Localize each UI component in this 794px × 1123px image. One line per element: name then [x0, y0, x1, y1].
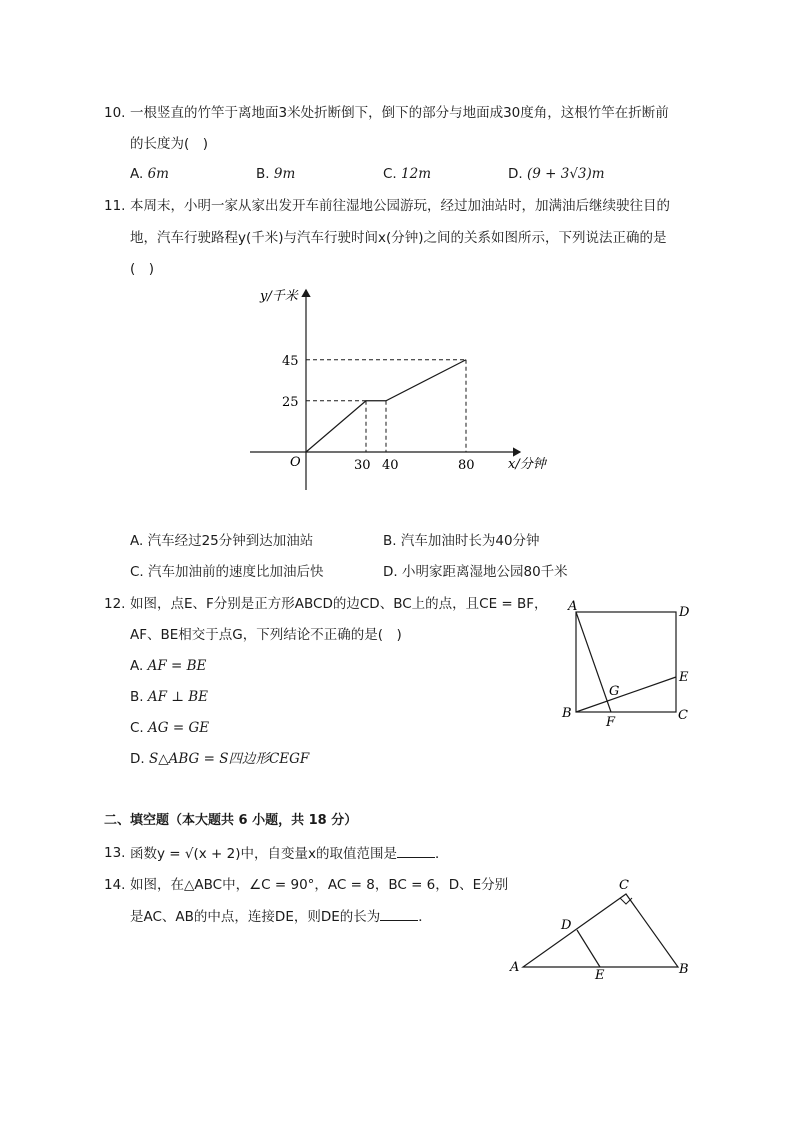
section-title: 二、填空题（本大题共 6 小题，共 18 分）: [104, 813, 358, 828]
q10-text-line1: 一根竖直的竹竿于离地面3米处折断倒下，倒下的部分与地面成30度角，这根竹竿在折断前: [130, 105, 669, 121]
label-b: B: [562, 706, 572, 721]
q12-option-a-text: AF = BE: [147, 658, 207, 674]
q10-option-c-text: 12m: [401, 166, 431, 182]
q13-text-after: ．: [434, 846, 449, 862]
q13-answer-blank[interactable]: [397, 843, 435, 858]
q12-number: 12.: [104, 596, 126, 612]
q10-option-d-label: D.: [508, 166, 523, 182]
triangle-figure: [505, 874, 705, 986]
q11-option-c-label: C.: [130, 564, 144, 580]
q10-option-a-text: 6m: [147, 166, 169, 182]
square-figure: [556, 596, 696, 732]
label-c: C: [678, 708, 688, 723]
q12-option-c-label: C.: [130, 720, 144, 736]
q11-option-d-text: 小明家距离湿地公园80千米: [401, 564, 568, 580]
segment-af: [576, 612, 611, 712]
y-tick-label-45: 45: [282, 353, 299, 369]
q11-option-b-text: 汽车加油时长为40分钟: [400, 533, 540, 549]
x-axis-label: x/分钟: [508, 457, 546, 472]
q10-option-d: [508, 164, 605, 184]
q10-text-line2: 的长度为( ): [130, 136, 209, 152]
origin-label: O: [290, 455, 301, 470]
q13-text: [130, 843, 448, 864]
segment-de: [577, 930, 600, 967]
q14-text-line2: [130, 906, 432, 927]
x-tick-label-40: 40: [382, 458, 399, 473]
q14-answer-blank[interactable]: [380, 906, 418, 921]
q12-option-b: [130, 687, 208, 707]
q11-text-line1: 本周末，小明一家从家出发开车前往湿地公园游玩，经过加油站时，加满油后继续驶往目的: [130, 198, 670, 214]
q12-option-d-text: S△ABG = S四边形CEGF: [148, 751, 310, 767]
q11-option-a-text: 汽车经过25分钟到达加油站: [147, 533, 314, 549]
x-tick-label-30: 30: [354, 458, 371, 473]
q10-number: 10.: [104, 105, 126, 121]
q11-option-c: [130, 562, 324, 582]
q11-option-c-text: 汽车加油前的速度比加油后快: [148, 564, 324, 580]
q14-text-line2-before: 是AC、AB的中点，连接DE，则DE的长为: [130, 909, 381, 925]
q10-option-c-label: C.: [383, 166, 397, 182]
q14-text-line2-after: ．: [418, 909, 432, 925]
q10-option-b-text: 9m: [273, 166, 296, 182]
label-e: E: [679, 670, 689, 685]
q10-option-c: [383, 164, 431, 184]
q10-option-a: [130, 164, 169, 184]
q12-option-a-label: A.: [130, 658, 144, 674]
x-tick-label-80: 80: [458, 458, 475, 473]
distance-time-chart: [240, 282, 560, 497]
q12-option-b-label: B.: [130, 689, 144, 705]
label-a: A: [510, 960, 520, 975]
label-b: B: [679, 962, 689, 977]
q12-option-d-label: D.: [130, 751, 145, 767]
q12-option-c-text: AG = GE: [148, 720, 210, 736]
label-f: F: [606, 715, 616, 730]
q10-option-d-text: (9 + 3√3)m: [526, 166, 605, 182]
q10-option-b-label: B.: [256, 166, 270, 182]
q11-text-line2: 地，汽车行驶路程y(千米)与汽车行驶时间x(分钟)之间的关系如图所示，下列说法正确的是: [130, 230, 667, 246]
q11-option-d-label: D.: [383, 564, 398, 580]
label-c: C: [619, 878, 629, 893]
q12-text-line1: 如图，点E、F分别是正方形ABCD的边CD、BC上的点，且CE = BF，: [130, 596, 548, 612]
q12-option-d: [130, 749, 309, 769]
square-abcd: [576, 612, 676, 712]
q13-text-before: 函数y = √(x + 2)中，自变量x的取值范围是: [130, 846, 397, 862]
q11-option-d: [383, 562, 568, 582]
q11-number: 11.: [104, 198, 126, 214]
q11-option-a-label: A.: [130, 533, 144, 549]
q11-text-line3: ( ): [130, 261, 155, 277]
y-tick-label-25: 25: [282, 394, 299, 410]
label-a: A: [568, 599, 578, 614]
segment-be: [576, 677, 676, 712]
q10-option-b: [256, 164, 295, 184]
q12-option-b-text: AF ⊥ BE: [147, 689, 209, 705]
triangle-abc: [523, 894, 678, 967]
q11-option-b: [383, 531, 540, 551]
label-d: D: [561, 918, 572, 933]
q14-number: 14.: [104, 877, 126, 893]
q12-text-line2: AF、BE相交于点G，下列结论不正确的是( ): [130, 627, 402, 643]
q11-option-a: [130, 531, 313, 551]
q12-option-c: [130, 718, 209, 738]
label-g: G: [609, 684, 620, 699]
q13-number: 13.: [104, 845, 126, 861]
q11-option-b-label: B.: [383, 533, 397, 549]
q12-option-a: [130, 656, 206, 676]
y-axis-label: y/千米: [260, 289, 298, 304]
label-d: D: [679, 605, 690, 620]
label-e: E: [595, 968, 605, 983]
q14-text-line1: 如图，在△ABC中，∠C = 90°，AC = 8，BC = 6，D、E分别: [130, 877, 509, 893]
q10-option-a-label: A.: [130, 166, 144, 182]
